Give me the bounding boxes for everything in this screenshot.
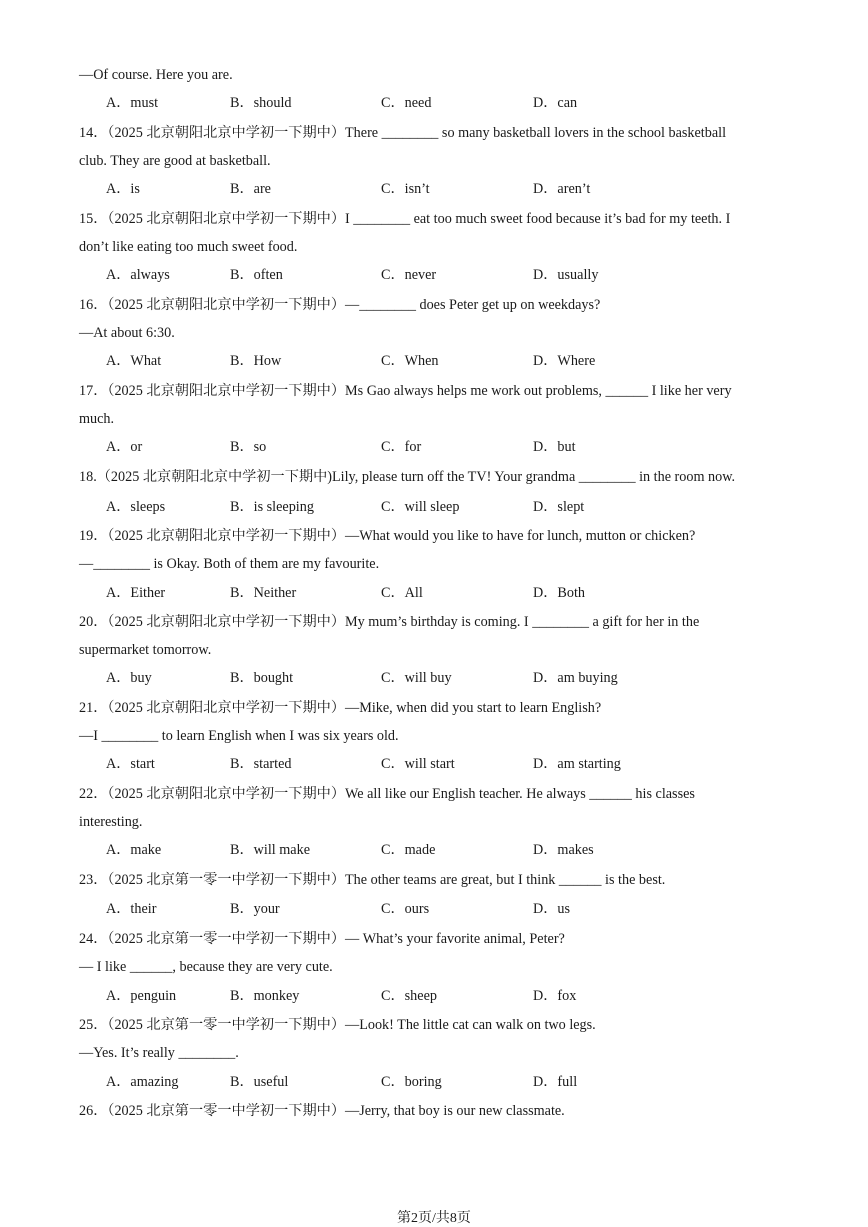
answer-option: D．Where bbox=[533, 353, 596, 369]
answer-option: B．often bbox=[230, 267, 283, 283]
question-line: 15．（2025 北京朝阳北京中学初一下期中）I ________ eat too much sweet food because it’s bad for my teeth. I bbox=[79, 211, 731, 227]
answer-option: B．your bbox=[230, 901, 280, 917]
answer-option: D．usually bbox=[533, 267, 599, 283]
answer-option: C．will sleep bbox=[381, 499, 460, 515]
question-line: —Of course. Here you are. bbox=[79, 67, 233, 83]
answer-option: B．How bbox=[230, 353, 282, 369]
answer-option: A．What bbox=[106, 353, 162, 369]
question-line: —At about 6:30. bbox=[79, 325, 175, 341]
question-line: 20．（2025 北京朝阳北京中学初一下期中）My mum’s birthday is coming. I ________ a gift for her in the bbox=[79, 614, 700, 630]
answer-option: A．Either bbox=[106, 585, 166, 601]
question-line: —________ is Okay. Both of them are my favourite. bbox=[79, 556, 380, 572]
answer-option: C．for bbox=[381, 439, 422, 455]
answer-option: A．sleeps bbox=[106, 499, 166, 515]
answer-option: C．All bbox=[381, 585, 423, 601]
options-row bbox=[0, 1073, 868, 1091]
answer-option: D．full bbox=[533, 1074, 578, 1090]
question-line: 21．（2025 北京朝阳北京中学初一下期中）—Mike, when did you start to learn English? bbox=[79, 700, 602, 716]
answer-option: D．am buying bbox=[533, 670, 618, 686]
answer-option: C．will start bbox=[381, 756, 455, 772]
question-line: interesting. bbox=[79, 814, 143, 830]
options-row bbox=[0, 352, 868, 370]
options-row bbox=[0, 669, 868, 687]
answer-option: A．is bbox=[106, 181, 140, 197]
question-line: 26．（2025 北京第一零一中学初一下期中）—Jerry, that boy is our new classmate. bbox=[79, 1103, 565, 1119]
answer-option: C．When bbox=[381, 353, 439, 369]
answer-option: A．amazing bbox=[106, 1074, 179, 1090]
answer-option: C．ours bbox=[381, 901, 430, 917]
question-line: 17．（2025 北京朝阳北京中学初一下期中）Ms Gao always helps me work out problems, ______ I like her very bbox=[79, 383, 732, 399]
options-row bbox=[0, 498, 868, 516]
question-line: don’t like eating too much sweet food. bbox=[79, 239, 298, 255]
question-line: supermarket tomorrow. bbox=[79, 642, 212, 658]
question-line: —Yes. It’s really ________. bbox=[79, 1045, 239, 1061]
options-row bbox=[0, 94, 868, 112]
answer-option: B．monkey bbox=[230, 988, 300, 1004]
page-footer: 第2页/共8页 bbox=[397, 1211, 471, 1226]
answer-option: B．will make bbox=[230, 842, 310, 858]
answer-option: B．are bbox=[230, 181, 271, 197]
answer-option: B．bought bbox=[230, 670, 294, 686]
answer-option: B．is sleeping bbox=[230, 499, 314, 515]
answer-option: D．can bbox=[533, 95, 578, 111]
answer-option: C．made bbox=[381, 842, 436, 858]
options-row bbox=[0, 180, 868, 198]
question-line: 18.（2025 北京朝阳北京中学初一下期中)Lily, please turn off the TV! Your grandma ________ in the room now. bbox=[79, 469, 736, 485]
question-line: 22．（2025 北京朝阳北京中学初一下期中）We all like our English teacher. He always ______ his classes bbox=[79, 786, 695, 802]
answer-option: C．need bbox=[381, 95, 432, 111]
answer-option: C．boring bbox=[381, 1074, 442, 1090]
options-row bbox=[0, 841, 868, 859]
options-row bbox=[0, 755, 868, 773]
answer-option: A．buy bbox=[106, 670, 152, 686]
answer-option: D．am starting bbox=[533, 756, 621, 772]
question-line: 25．（2025 北京第一零一中学初一下期中）—Look! The little cat can walk on two legs. bbox=[79, 1017, 596, 1033]
answer-option: A．or bbox=[106, 439, 143, 455]
answer-option: D．us bbox=[533, 901, 571, 917]
answer-option: A．start bbox=[106, 756, 155, 772]
answer-option: A．must bbox=[106, 95, 159, 111]
answer-option: A．always bbox=[106, 267, 170, 283]
answer-option: B．should bbox=[230, 95, 292, 111]
answer-option: D．aren’t bbox=[533, 181, 591, 197]
answer-option: B．started bbox=[230, 756, 292, 772]
options-row bbox=[0, 900, 868, 918]
question-line: 23．（2025 北京第一零一中学初一下期中）The other teams are great, but I think ______ is the best. bbox=[79, 872, 666, 888]
answer-option: B．Neither bbox=[230, 585, 297, 601]
question-line: 24．（2025 北京第一零一中学初一下期中）— What’s your favorite animal, Peter? bbox=[79, 931, 565, 947]
question-line: club. They are good at basketball. bbox=[79, 153, 271, 169]
options-row bbox=[0, 987, 868, 1005]
answer-option: D．makes bbox=[533, 842, 594, 858]
answer-option: D．but bbox=[533, 439, 576, 455]
answer-option: A．make bbox=[106, 842, 162, 858]
question-line: —I ________ to learn English when I was six years old. bbox=[79, 728, 399, 744]
question-line: — I like ______, because they are very cute. bbox=[79, 959, 333, 975]
answer-option: C．isn’t bbox=[381, 181, 430, 197]
answer-option: C．sheep bbox=[381, 988, 437, 1004]
answer-option: B．useful bbox=[230, 1074, 289, 1090]
question-line: 14．（2025 北京朝阳北京中学初一下期中）There ________ so many basketball lovers in the school basketball bbox=[79, 125, 727, 141]
answer-option: C．will buy bbox=[381, 670, 452, 686]
options-row bbox=[0, 584, 868, 602]
answer-option: D．slept bbox=[533, 499, 585, 515]
options-row bbox=[0, 266, 868, 284]
answer-option: D．Both bbox=[533, 585, 586, 601]
question-line: 16．（2025 北京朝阳北京中学初一下期中）—________ does Peter get up on weekdays? bbox=[79, 297, 601, 313]
answer-option: C．never bbox=[381, 267, 437, 283]
options-row bbox=[0, 438, 868, 456]
question-line: 19．（2025 北京朝阳北京中学初一下期中）—What would you like to have for lunch, mutton or chicken? bbox=[79, 528, 696, 544]
answer-option: A．their bbox=[106, 901, 157, 917]
answer-option: A．penguin bbox=[106, 988, 177, 1004]
question-line: much. bbox=[79, 411, 115, 427]
answer-option: D．fox bbox=[533, 988, 577, 1004]
answer-option: B．so bbox=[230, 439, 267, 455]
